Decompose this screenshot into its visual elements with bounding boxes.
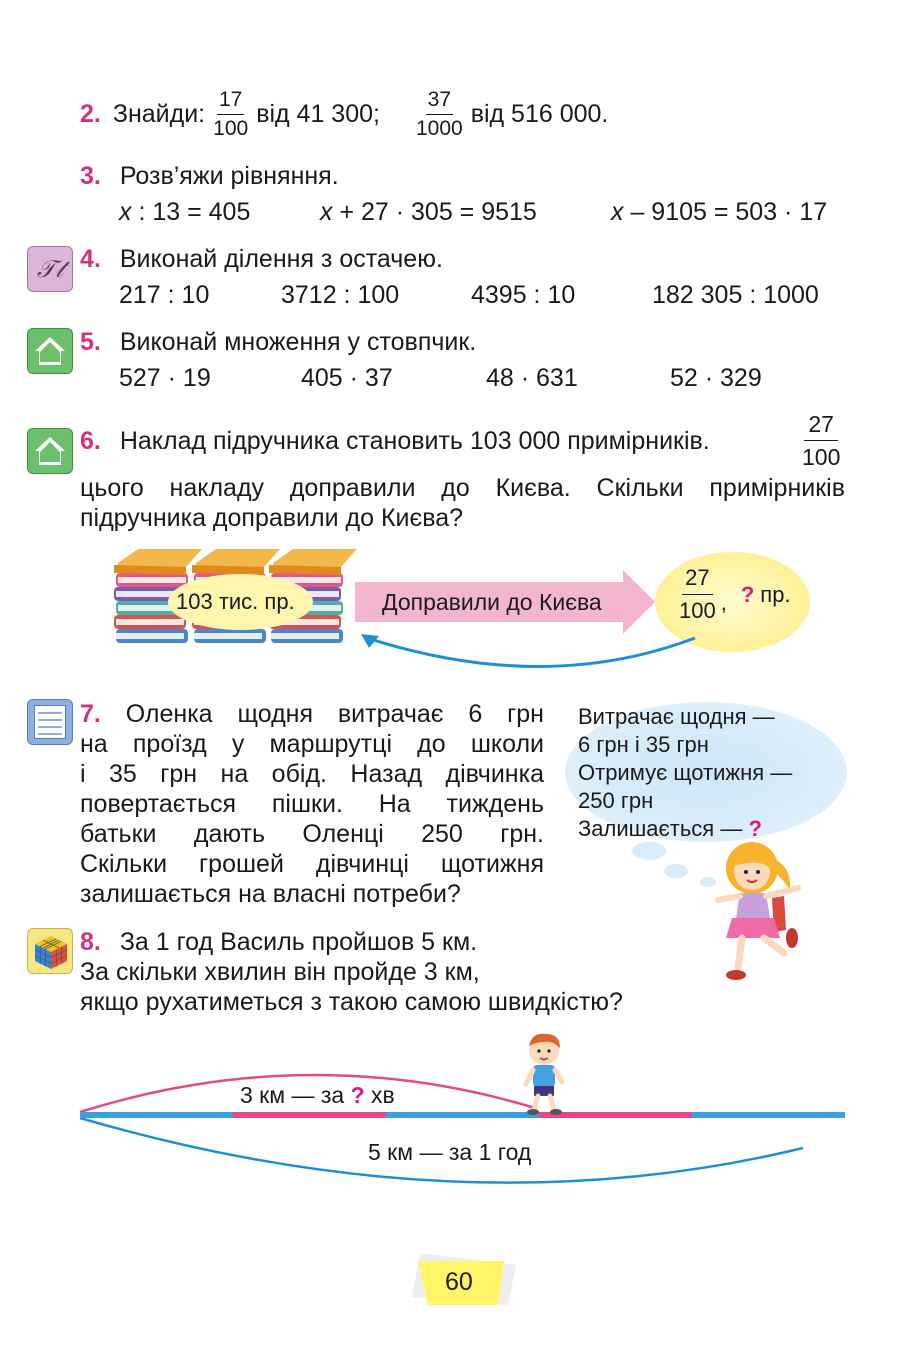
home-icon xyxy=(27,328,73,374)
task-number: 4. xyxy=(80,245,101,273)
task-text: Розв’яжи рівняння. xyxy=(119,162,339,190)
task-number: 3. xyxy=(80,162,101,190)
task-text: За 1 год Василь пройшов 5 км. xyxy=(119,928,478,956)
task-text: Знайди: xyxy=(112,100,206,128)
multiplication-1: 527 · 19 xyxy=(119,364,211,392)
fraction: $\frac{17}{100}$ xyxy=(213,87,249,140)
task-2 xyxy=(80,86,608,142)
comma: , xyxy=(720,589,727,615)
task-8-line-3: якщо рухатиметься з такою самою швидкістю? xyxy=(80,988,623,1016)
arrow-label: Доправили до Києва xyxy=(382,589,602,615)
task-text: Наклад підручника становить 103 000 примірників. xyxy=(119,427,710,455)
fraction: $\frac{37}{1000}$ xyxy=(415,87,463,140)
return-arrow xyxy=(355,630,700,680)
thought-dot xyxy=(632,842,666,860)
task-7-line: повертається пішки. На тиждень xyxy=(80,790,544,818)
girl-illustration xyxy=(712,838,812,983)
task-5-title xyxy=(80,327,476,357)
distance-bottom-label: 5 км — за 1 год xyxy=(368,1139,532,1165)
boy-illustration xyxy=(520,1030,570,1116)
task-text: від 41 300; xyxy=(256,100,380,128)
task-6-line-3: підручника доправили до Києва? xyxy=(80,504,464,532)
task-6-line-1 xyxy=(80,426,710,456)
task-text: Оленка щодня витрачає 6 грн xyxy=(125,700,544,728)
writing-icon-glyph: 𝒯𝓉 xyxy=(36,255,64,283)
fraction: $\frac{27}{100}$ xyxy=(802,411,841,470)
task-7-line: батьки дають Оленці 250 грн. xyxy=(80,820,544,848)
task-7-line: залишається на власні потреби? xyxy=(80,880,461,908)
task-8-line-1 xyxy=(80,927,477,957)
equation-3: x – 9105 = 503 · 17 xyxy=(611,198,828,226)
task-7-line: на проїзд у маршрутці до школи xyxy=(80,730,544,758)
books-label: 103 тис. пр. xyxy=(176,589,295,614)
division-1: 217 : 10 xyxy=(119,281,210,309)
task-7-line-1 xyxy=(80,699,544,729)
writing-icon xyxy=(27,246,73,292)
multiplication-4: 52 · 329 xyxy=(670,364,762,392)
rubiks-cube-icon xyxy=(27,928,73,974)
multiplication-2: 405 · 37 xyxy=(301,364,393,392)
fraction: $\frac{27}{100}$ xyxy=(679,565,716,623)
task-3-title xyxy=(80,161,339,191)
task-7-line: і 35 грн на обід. Назад дівчинка xyxy=(80,760,544,788)
task-6-line-2: цього накладу доправили до Києва. Скільки примірників xyxy=(80,474,845,502)
task-text: від 516 000. xyxy=(470,100,609,128)
task-text: Виконай множення у стовпчик. xyxy=(119,328,477,356)
task-8-line-2: За скільки хвилин він пройде 3 км, xyxy=(80,958,480,986)
multiplication-3: 48 · 631 xyxy=(486,364,578,392)
task-number: 7. xyxy=(80,700,101,728)
task-number: 5. xyxy=(80,328,101,356)
task-text: Виконай ділення з остачею. xyxy=(119,245,443,273)
equation-2: x + 27 · 305 = 9515 xyxy=(320,198,537,226)
division-4: 182 305 : 1000 xyxy=(652,281,819,309)
division-2: 3712 : 100 xyxy=(281,281,400,309)
distance-scheme xyxy=(75,1060,850,1185)
bubble-text: Витрачає щодня — 6 грн і 35 грн Отримує щотижня — 250 грн Залишається — ? xyxy=(578,704,793,841)
unit: пр. xyxy=(760,581,791,607)
page-number: 60 xyxy=(445,1268,473,1296)
distance-top-label: 3 км — за ? хв xyxy=(240,1082,395,1108)
question-mark: ? xyxy=(740,581,755,607)
notebook-icon xyxy=(27,699,73,745)
task-7-line: Скільки грошей дівчинці щотижня xyxy=(80,850,544,878)
result-content xyxy=(676,565,791,624)
equation-1: x : 13 = 405 xyxy=(119,198,251,226)
division-3: 4395 : 10 xyxy=(471,281,576,309)
task-number: 6. xyxy=(80,427,101,455)
home-icon xyxy=(27,428,73,474)
thought-dot xyxy=(664,864,688,878)
task-number: 2. xyxy=(80,100,101,128)
task-4-title xyxy=(80,244,443,274)
task-number: 8. xyxy=(80,928,101,956)
